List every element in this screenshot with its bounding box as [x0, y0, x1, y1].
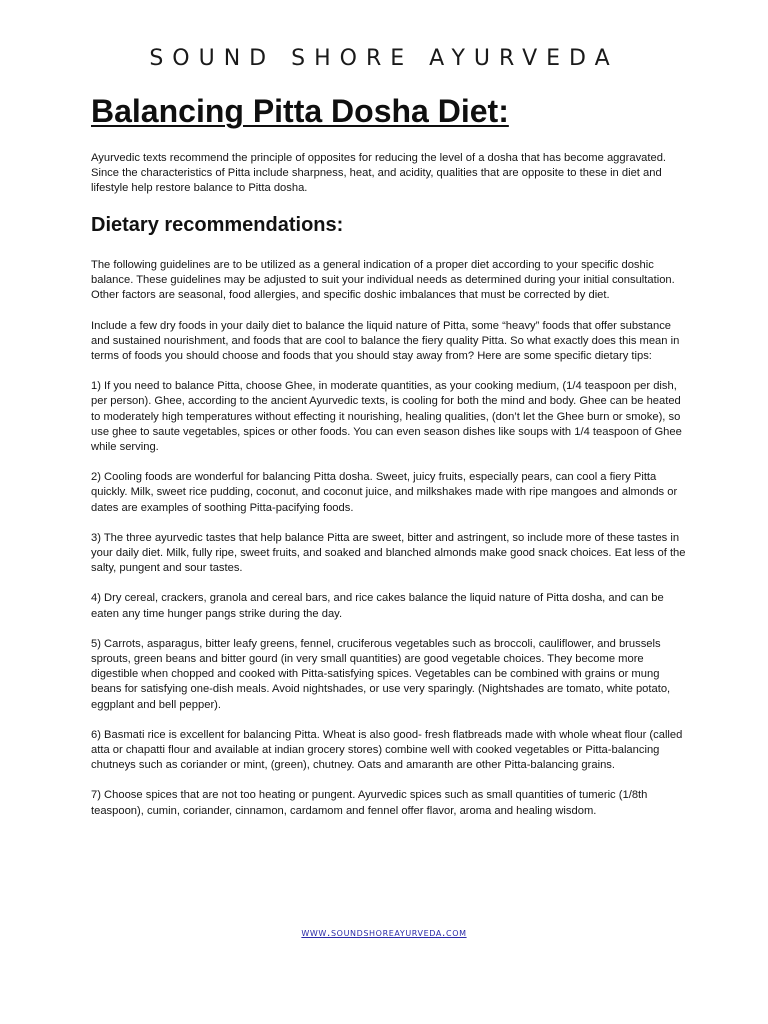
intro-section [91, 151, 691, 212]
tip-6-grains: 6) Basmati rice is excellent for balancing Pitta. Wheat is also good- fresh flatbreads made with whole wheat flour (called atta or chapatti flour and available at indian grocery stores) combine well with cooked vegetables or Pitta-balancing chutneys such as coriander or mint, (green), chutney. Oats and amaranth are other Pitta-balancing grains. [91, 728, 683, 772]
dietary-recommendations-body [91, 258, 691, 834]
brand-header: SOUND SHORE AYURVEDA [149, 46, 619, 71]
tip-4-dry-cereal: 4) Dry cereal, crackers, granola and cereal bars, and rice cakes balance the liquid nature of Pitta dosha, and can be eaten any time hunger pangs strike during the day. [91, 592, 664, 620]
tip-3-tastes: 3) The three ayurvedic tastes that help balance Pitta are sweet, bitter and astringent, so include more of these tastes in your daily diet. Milk, fully ripe, sweet fruits, and soaked and blanched almonds make good snack choices. Eat less of the salty, pungent and sour tastes. [91, 531, 686, 575]
section-heading: Dietary recommendations: [91, 214, 344, 236]
tip-1-ghee: 1) If you need to balance Pitta, choose Ghee, in moderate quantities, as your cooking medium, (1/4 teaspoon per dish, per person). Ghee, according to the ancient Ayurvedic texts, is cooling for both the mind and body. Ghee can be heated to moderately high temperatures without effecting it nourishing, healing qualities, (don’t let the Ghee burn or smoke), so use ghee to saute vegetables, spices or other foods. You can even season dishes like soups with 1/4 teaspoon of Ghee while serving. [91, 380, 682, 454]
page-title: Balancing Pitta Dosha Diet: [91, 93, 509, 129]
guidelines-paragraph: The following guidelines are to be utilized as a general indication of a proper diet according to your specific doshic balance. These guidelines may be adjusted to suit your individual needs as determined during your initial consultation. Other factors are seasonal, food allergies, and specific doshic imbalances that must be corrected by diet. [91, 259, 675, 302]
website-link[interactable]: www.soundshoreayurveda.com [301, 926, 467, 939]
tip-2-cooling-foods: 2) Cooling foods are wonderful for balancing Pitta dosha. Sweet, juicy fruits, especially pears, can cool a fiery Pitta quickly. Milk, sweet rice pudding, coconut, and coconut juice, and milkshakes made with ripe mangoes and almonds or dates are examples of soothing Pitta-pacifying foods. [91, 471, 678, 514]
tip-7-spices: 7) Choose spices that are not too heating or pungent. Ayurvedic spices such as small quantities of tumeric (1/8th teaspoon), cumin, coriander, cinnamon, cardamom and fennel offer flavor, aroma and healing wisdom. [91, 789, 648, 817]
dry-foods-paragraph: Include a few dry foods in your daily diet to balance the liquid nature of Pitta, some “heavy” foods that offer substance and sustained nourishment, and foods that are cool to balance the fiery quality Pitta. So what exactly does this mean in terms of foods you should choose and foods that you should stay away from? Here are some specific dietary tips: [91, 319, 680, 363]
intro-paragraph: Ayurvedic texts recommend the principle of opposites for reducing the level of a dosha that has become aggravated. Since the characteristics of Pitta include sharpness, heat, and acidity, qualities that are opposite to these in diet and lifestyle help restore balance to Pitta dosha. [91, 152, 667, 195]
tip-5-vegetables: 5) Carrots, asparagus, bitter leafy greens, fennel, cruciferous vegetables such as broccoli, cauliflower, and brussels sprouts, green beans and bitter gourd (in very small quantities) are good vegetable choices. They become more digestible when chopped and cooked with Pitta-satisfying spices. Vegetables can be combined with grains or mung beans for satisfying one-dish meals. Avoid nightshades, or use very sparingly. (Nightshades are tomato, white potato, eggplant and bell pepper). [91, 637, 671, 711]
